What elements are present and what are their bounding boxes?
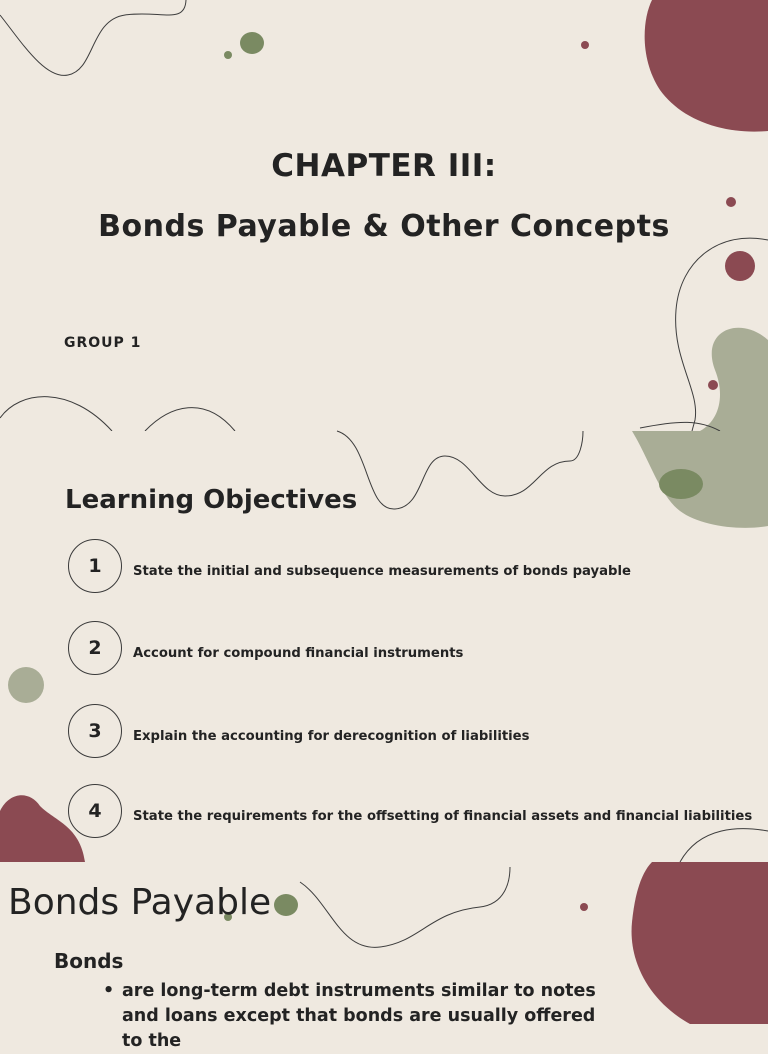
objective-item-2 (68, 621, 748, 677)
wave-line-bottom-left (0, 397, 112, 431)
objective-item-1 (68, 539, 748, 595)
objective-item-3 (68, 704, 748, 760)
olive-dot-top (224, 51, 232, 59)
bonds-subheading: Bonds (54, 949, 124, 973)
olive-blob-top (240, 32, 264, 54)
bullet-dot: • (103, 981, 115, 1001)
objective-text: State the initial and subsequence measurements of bonds payable (133, 564, 631, 579)
maroon-dot-right-small (726, 197, 736, 207)
group-label: GROUP 1 (64, 335, 142, 351)
maroon-dot (580, 903, 588, 911)
maroon-dot-top (581, 41, 589, 49)
objective-text: Explain the accounting for derecognition of liabilities (133, 729, 530, 744)
bonds-payable-title: Bonds Payable (8, 882, 272, 923)
objective-number-badge: 4 (68, 784, 122, 838)
chapter-title: CHAPTER III: (271, 148, 497, 184)
curve-line-top (300, 867, 510, 947)
objective-item-4 (68, 784, 753, 840)
olive-blob-right (659, 469, 703, 499)
objective-text: State the requirements for the offsetting of financial assets and financial liabilities (133, 809, 753, 824)
wave-line-bottom-mid (145, 408, 235, 431)
objective-number-badge: 2 (68, 621, 122, 675)
title-slide (0, 0, 768, 431)
sage-blob-right (700, 328, 768, 431)
maroon-blob-right (632, 862, 768, 1024)
squiggle-line-top-left (0, 0, 186, 75)
bullet-text: are long-term debt instruments similar to notes and loans except that bonds are usually offered to the (122, 981, 596, 1051)
maroon-blob-top-right (645, 0, 768, 132)
sage-blob-left (8, 667, 44, 703)
objective-number-badge: 3 (68, 704, 122, 758)
maroon-dot-right-low (708, 380, 718, 390)
objective-text: Account for compound financial instruments (133, 646, 464, 661)
maroon-dot-right (725, 251, 755, 281)
bonds-payable-slide (0, 862, 768, 1051)
objective-number-badge: 1 (68, 539, 122, 593)
olive-blob (274, 894, 298, 916)
learning-objectives-heading: Learning Objectives (65, 485, 358, 515)
learning-objectives-slide (0, 431, 768, 862)
wave-line-top (337, 431, 583, 509)
bonds-definition-bullet (104, 979, 614, 1054)
chapter-subtitle: Bonds Payable & Other Concepts (98, 209, 670, 244)
